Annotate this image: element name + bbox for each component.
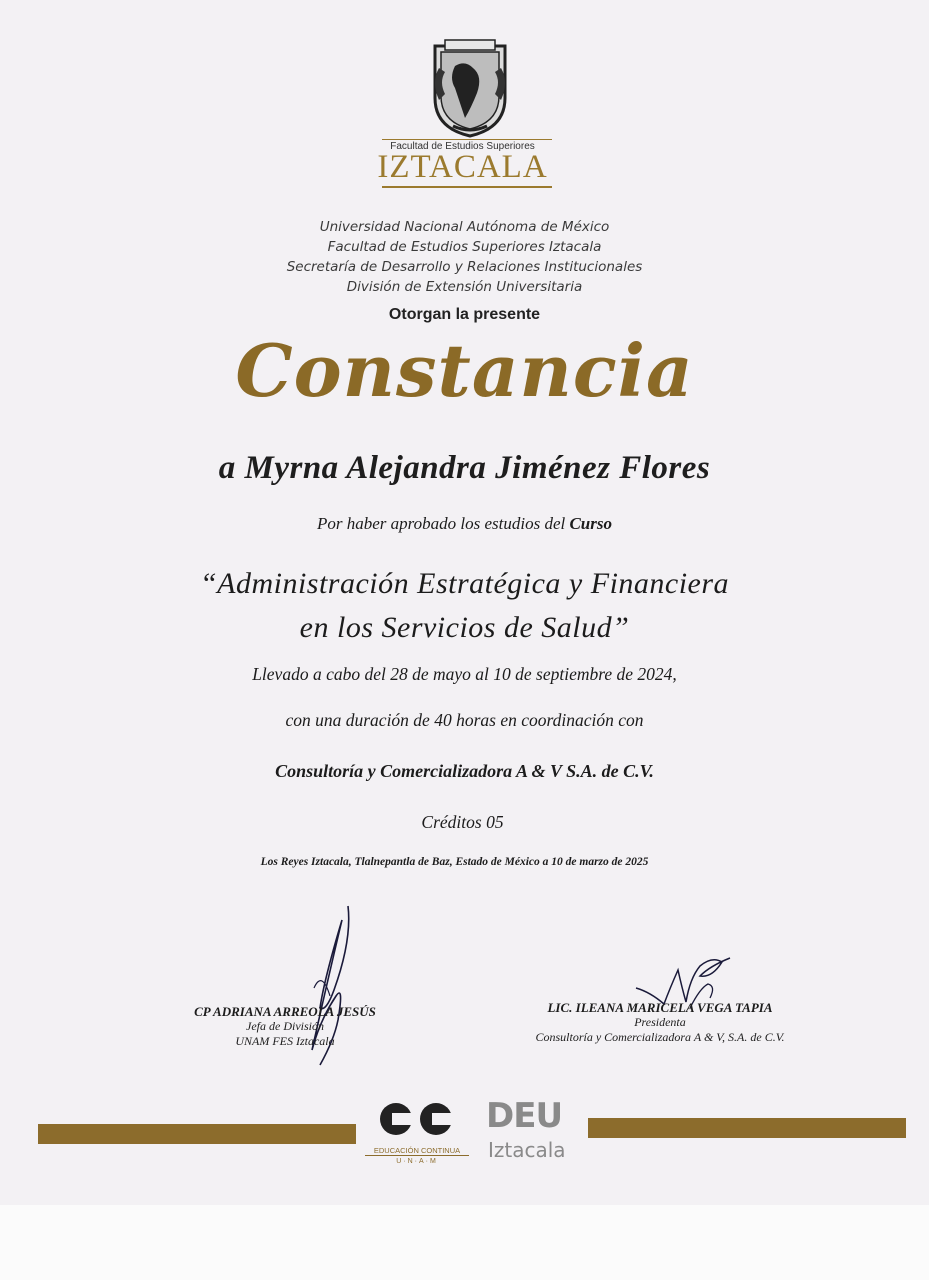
logo-rule-bottom	[382, 186, 552, 188]
institution-line: Secretaría de Desarrollo y Relaciones Institucionales	[286, 259, 643, 275]
educacion-continua-label: EDUCACIÓN CONTINUA	[365, 1146, 469, 1156]
signer-role: Jefa de División	[246, 1019, 324, 1033]
signer-name: LIC. ILEANA MARICELA VEGA TAPIA	[547, 1000, 773, 1015]
course-dates: Llevado a cabo del 28 de mayo al 10 de septiembre de 2024,	[252, 664, 677, 684]
signer-org: Consultoría y Comercializadora A & V, S.A. de C.V.	[535, 1030, 785, 1044]
certificate-title: Constancia	[235, 328, 694, 413]
scan-margin	[0, 1205, 929, 1280]
course-duration: con una duración de 40 horas en coordinación con	[285, 710, 644, 730]
signature-block-left	[150, 1004, 420, 1049]
footer-bar-right	[588, 1118, 906, 1138]
approval-text-main: Por haber aprobado los estudios del	[316, 514, 570, 533]
course-title-line: “Administración Estratégica y Financiera	[199, 567, 730, 600]
partner-company: Consultoría y Comercializadora A & V S.A. de C.V.	[275, 761, 654, 781]
credits: Créditos 05	[421, 812, 504, 832]
footer-bar-left	[38, 1124, 356, 1144]
educacion-continua-logo	[362, 1097, 472, 1167]
course-title-line: en los Servicios de Salud”	[299, 611, 630, 644]
otorgan-text: Otorgan la presente	[388, 306, 541, 323]
signature-block-right	[505, 1000, 815, 1045]
course-title	[0, 562, 929, 650]
approval-text-bold: Curso	[569, 514, 612, 533]
institution-line: División de Extensión Universitaria	[346, 279, 583, 295]
signer-role: Presidenta	[634, 1015, 686, 1029]
deu-logo-text: DEU	[486, 1096, 563, 1136]
institution-line: Universidad Nacional Autónoma de México	[319, 219, 610, 235]
signer-org: UNAM FES Iztacala	[235, 1034, 335, 1048]
iztacala-wordmark: IZTACALA	[377, 149, 548, 185]
signer-name: CP ADRIANA ARREOLA JESÚS	[194, 1004, 376, 1019]
fes-subtitle: Facultad de Estudios Superiores	[390, 141, 535, 152]
place-and-date: Los Reyes Iztacala, Tlalnepantla de Baz, Estado de México a 10 de marzo de 2025	[260, 856, 649, 868]
unam-seal-logo	[425, 38, 515, 138]
deu-iztacala-text: Iztacala	[488, 1138, 566, 1162]
approval-text	[0, 514, 929, 534]
institution-line: Facultad de Estudios Superiores Iztacala	[327, 239, 602, 255]
logo-rule-top	[382, 139, 552, 140]
recipient-name: a Myrna Alejandra Jiménez Flores	[218, 450, 711, 486]
unam-label: U·N·A·M	[396, 1158, 438, 1165]
